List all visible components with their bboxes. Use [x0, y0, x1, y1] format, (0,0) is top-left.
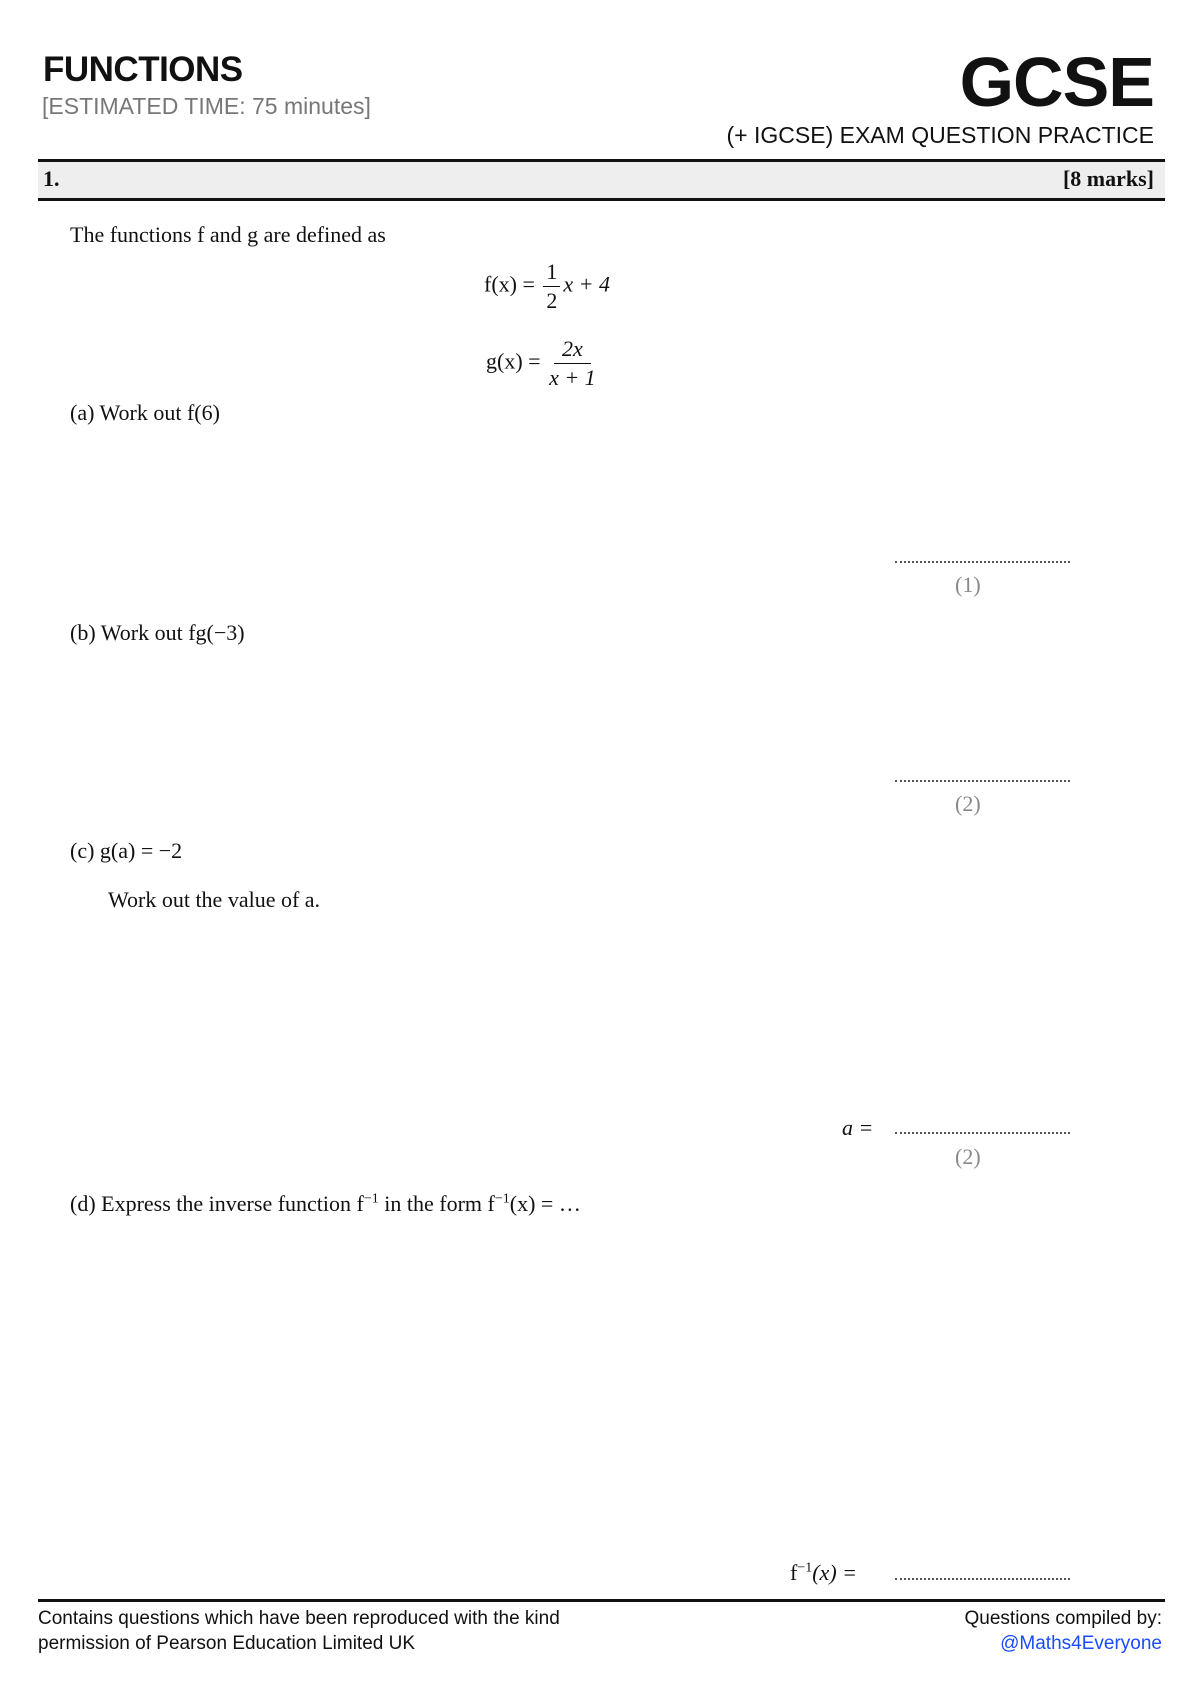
part-c-instruction: Work out the value of a. [108, 887, 321, 912]
intro-text: The functions f and g are defined as [70, 222, 386, 247]
f-numerator: 1 [543, 258, 560, 287]
g-definition [486, 335, 599, 392]
g-numerator: 2x [554, 335, 591, 364]
part-d-answer-prefix: f [790, 1560, 798, 1585]
part-b-label: (b) Work out fg(−3) [70, 620, 245, 645]
part-d-answer-sup: −1 [797, 1560, 813, 1576]
part-a-label: (a) Work out f(6) [70, 400, 220, 425]
footer-author-link[interactable]: @Maths4Everyone [1000, 1633, 1162, 1654]
f-definition [484, 258, 610, 315]
f-fraction [543, 258, 560, 315]
f-rest: x + 4 [563, 271, 611, 297]
part-c-answer-line[interactable] [895, 1132, 1070, 1134]
question-number: 1. [43, 166, 60, 191]
part-c-answer-label: a = [842, 1115, 874, 1140]
question-marks: [8 marks] [1062, 166, 1154, 191]
question-header-band [38, 159, 1165, 201]
part-d-text: (d) Express the inverse function f [70, 1191, 364, 1216]
part-d-answer-line[interactable] [895, 1578, 1070, 1580]
g-denominator: x + 1 [549, 365, 596, 390]
part-d-text-mid: in the form f [378, 1191, 495, 1216]
footer-divider [38, 1599, 1165, 1602]
part-a-mark: (1) [955, 572, 981, 597]
part-d-sup2: −1 [494, 1191, 510, 1207]
estimated-time: [ESTIMATED TIME: 75 minutes] [42, 93, 371, 119]
part-d-answer-eq: (x) = [812, 1560, 857, 1585]
subtitle: (+ IGCSE) EXAM QUESTION PRACTICE [726, 122, 1154, 148]
footer-credit-line1: Contains questions which have been reproduced with the kind [38, 1608, 560, 1629]
part-c-label: (c) g(a) = −2 [70, 838, 183, 863]
f-denominator: 2 [546, 288, 558, 313]
g-fraction [549, 335, 596, 392]
part-a-answer-line[interactable] [895, 561, 1070, 563]
part-c-mark: (2) [955, 1144, 981, 1169]
part-d-label [70, 1191, 581, 1217]
part-d-answer-label [790, 1560, 857, 1586]
worksheet-title: FUNCTIONS [43, 50, 243, 89]
g-lhs: g(x) = [486, 348, 541, 374]
part-d-sup: −1 [363, 1191, 379, 1207]
part-b-answer-line[interactable] [895, 780, 1070, 782]
footer-compiled-by: Questions compiled by: [964, 1608, 1162, 1629]
footer-credit-line2: permission of Pearson Education Limited UK [38, 1633, 416, 1654]
part-d-text-end: (x) = … [509, 1191, 581, 1216]
f-lhs: f(x) = [484, 271, 535, 297]
part-b-mark: (2) [955, 791, 981, 816]
gcse-brand: GCSE [959, 43, 1154, 121]
